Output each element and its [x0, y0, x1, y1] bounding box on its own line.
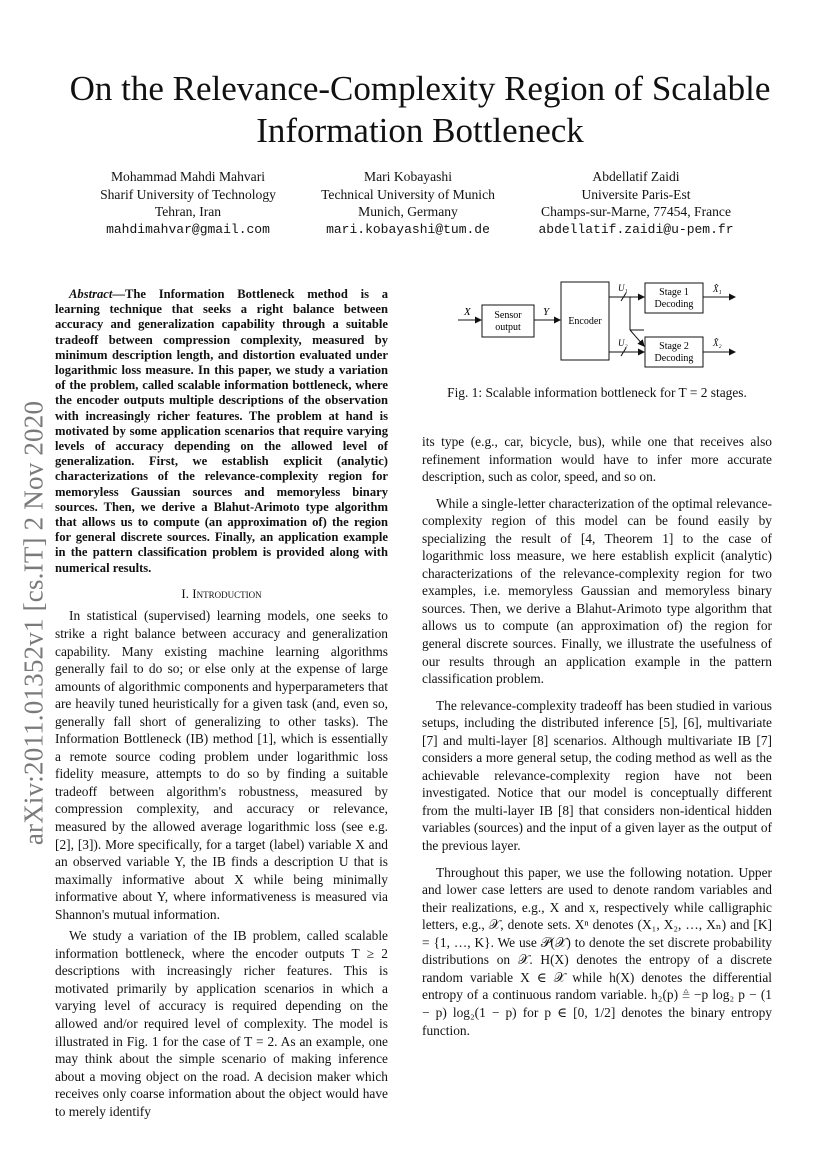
sensor-label-1: Sensor: [494, 310, 522, 321]
author-name: Mari Kobayashi: [364, 169, 452, 184]
author-location: Champs-sur-Marne, 77454, France: [541, 204, 731, 219]
abstract-text: —The Information Bottleneck method is a learning technique that seeks a right balance between accuracy and generalization capability through a suitable tradeoff between compression complexity, measured by minimum description length, and distortion evaluated under logarithmic loss measure. In this paper, we study a variation of the problem, called scalable information bottleneck, where the encoder outputs multiple descriptions of the observation with increasingly richer features. The problem at hand is motivated by some application scenarios that require varying levels of accuracy depending on the allowed level of generalization. First, we establish explicit (analytic) characterizations of the relevance-complexity region for memoryless Gaussian sources and memoryless binary sources. Then, we derive a Blahut-Arimoto type algorithm that allows us to compute (an approximation of) the region for general discrete sources. Finally, an application example in the pattern classification problem is provided along with numerical results.: [55, 287, 388, 575]
author-email: mari.kobayashi@tum.de: [326, 221, 490, 237]
arxiv-watermark: arXiv:2011.01352v1 [cs.IT] 2 Nov 2020: [18, 400, 49, 846]
sensor-label-2: output: [495, 322, 521, 333]
paper-title: On the Relevance-Complexity Region of Scalable Information Bottleneck: [69, 69, 771, 150]
left-column: [55, 287, 388, 1124]
label-y: Y: [543, 306, 550, 318]
stage1-label-1: Stage 1: [659, 287, 689, 298]
figure-caption: Fig. 1: Scalable information bottleneck for T = 2 stages.: [447, 385, 747, 400]
figure-1-diagram: [450, 280, 750, 370]
arrow-u1-down: [630, 330, 644, 346]
paragraph: The relevance-complexity tradeoff has been studied in various setups, including the distributed inference [5], [6], multivariate [7] and multi-layer [8] scenarios. Although multivariate IB [7] considers a more general setup, the coding method as well as the achievable relevance-complexity region have not been investigated. Notice that our model is conceptually different from the multi-layer IB [8] that considers non-identical hidden variables (sources) and the input of a given layer as the output of the previous layer.: [422, 697, 772, 854]
author-email: mahdimahvar@gmail.com: [106, 221, 270, 237]
author-email: abdellatif.zaidi@u-pem.fr: [538, 221, 734, 237]
label-u2: U₂: [618, 338, 628, 348]
author-affiliation: Technical University of Munich: [321, 186, 495, 202]
author-location: Munich, Germany: [358, 204, 458, 219]
paragraph: While a single-letter characterization of the optimal relevance-complexity region of this model can be found easily by specializing the result of [4, Theorem 1] to the case of logarithmic loss measure, we here establish explicit (analytic) characterizations of the relevance-complexity region for two examples, i.e. memoryless Gaussian and memoryless binary sources. Then, we derive a Blahut-Arimoto type algorithm that allows us to compute (an approximation of) the region for general discrete sources. Finally, we illustrate the usefulness of our results through an application example in the pattern classification problem.: [422, 495, 772, 687]
label-x-input: X: [464, 306, 471, 318]
encoder-label: Encoder: [568, 316, 602, 327]
label-xhat2: X̂₂: [713, 338, 722, 348]
label-xhat1: X̂₁: [713, 284, 722, 294]
abstract-label: Abstract: [69, 287, 113, 301]
author-location: Tehran, Iran: [154, 204, 222, 219]
section-heading-introduction: I. Introduction: [181, 585, 262, 601]
diagram-svg: [450, 280, 750, 370]
stage1-label-2: Decoding: [654, 299, 694, 310]
paragraph: its type (e.g., car, bicycle, bus), while one that receives also refinement information would have to infer more accurate description, such as color, speed, and so on.: [422, 434, 772, 485]
stage2-label-1: Stage 2: [659, 341, 689, 352]
paragraph: In statistical (supervised) learning models, one seeks to strike a right balance between accuracy and generalization capability. Many existing machine learning algorithms generally fail to do so; or else only at the expense of large amounts of algorithmic components and hyperparameters that are heavily tuned heuristically for a given task (and, even so, generally fall short of generalizing to other tasks). The Information Bottleneck (IB) method [1], which is essentially a remote source coding problem under logarithmic loss fidelity measure, attempts to do so by finding a suitable tradeoff between algorithm's robustness, measured by compression complexity, and accuracy or relevance, measured by the allowed average logarithmic loss (see e.g. [2], [3]). More specifically, for a target (label) variable X and an observed variable Y, the IB finds a description U that is maximally informative about X while being minimally informative about Y, where informativeness is measured via Shannon's mutual information.: [55, 608, 388, 922]
author-1: [88, 168, 288, 238]
author-affiliation: Universite Paris-Est: [581, 186, 691, 202]
right-column: [422, 433, 772, 1048]
paragraph: Throughout this paper, we use the following notation. Upper and lower case letters are used to denote random variables and their realizations, e.g., X and x, respectively while calligraphic letters, e.g., 𝒳, denote sets. Xⁿ denotes (X₁, X₂, …, Xₙ) and [K] = {1, …, K}. We use 𝒫(𝒳) to denote the set discrete probability distributions on 𝒳. H(X) denotes the entropy of a discrete random variable X ∈ 𝒳 while h(X) denotes the differential entropy of a continuous random variable. h₂(p) ≜ −p log₂ p − (1 − p) log₂(1 − p) for p ∈ [0, 1/2] denotes the binary entropy function.: [422, 864, 772, 1038]
author-name: Abdellatif Zaidi: [592, 169, 680, 184]
label-u1: U₁: [618, 283, 628, 293]
author-affiliation: Sharif University of Technology: [100, 186, 276, 202]
author-2: [308, 168, 508, 238]
author-3: [526, 168, 746, 238]
abstract: [55, 287, 388, 576]
paragraph: We study a variation of the IB problem, called scalable information bottleneck, where the encoder outputs T ≥ 2 descriptions with increasingly richer features. This is motivated primarily by application scenarios in which a varying level of accuracy is required depending on the allowed and/or required level of complexity. The model is illustrated in Fig. 1 for the case of T = 2. As an example, one may think about the simple scenario of making inference about a moving object on the road. A decision maker which receives only coarse information about the object would have to merely identify: [55, 928, 388, 1119]
stage2-label-2: Decoding: [654, 353, 694, 364]
author-name: Mohammad Mahdi Mahvari: [110, 169, 266, 184]
